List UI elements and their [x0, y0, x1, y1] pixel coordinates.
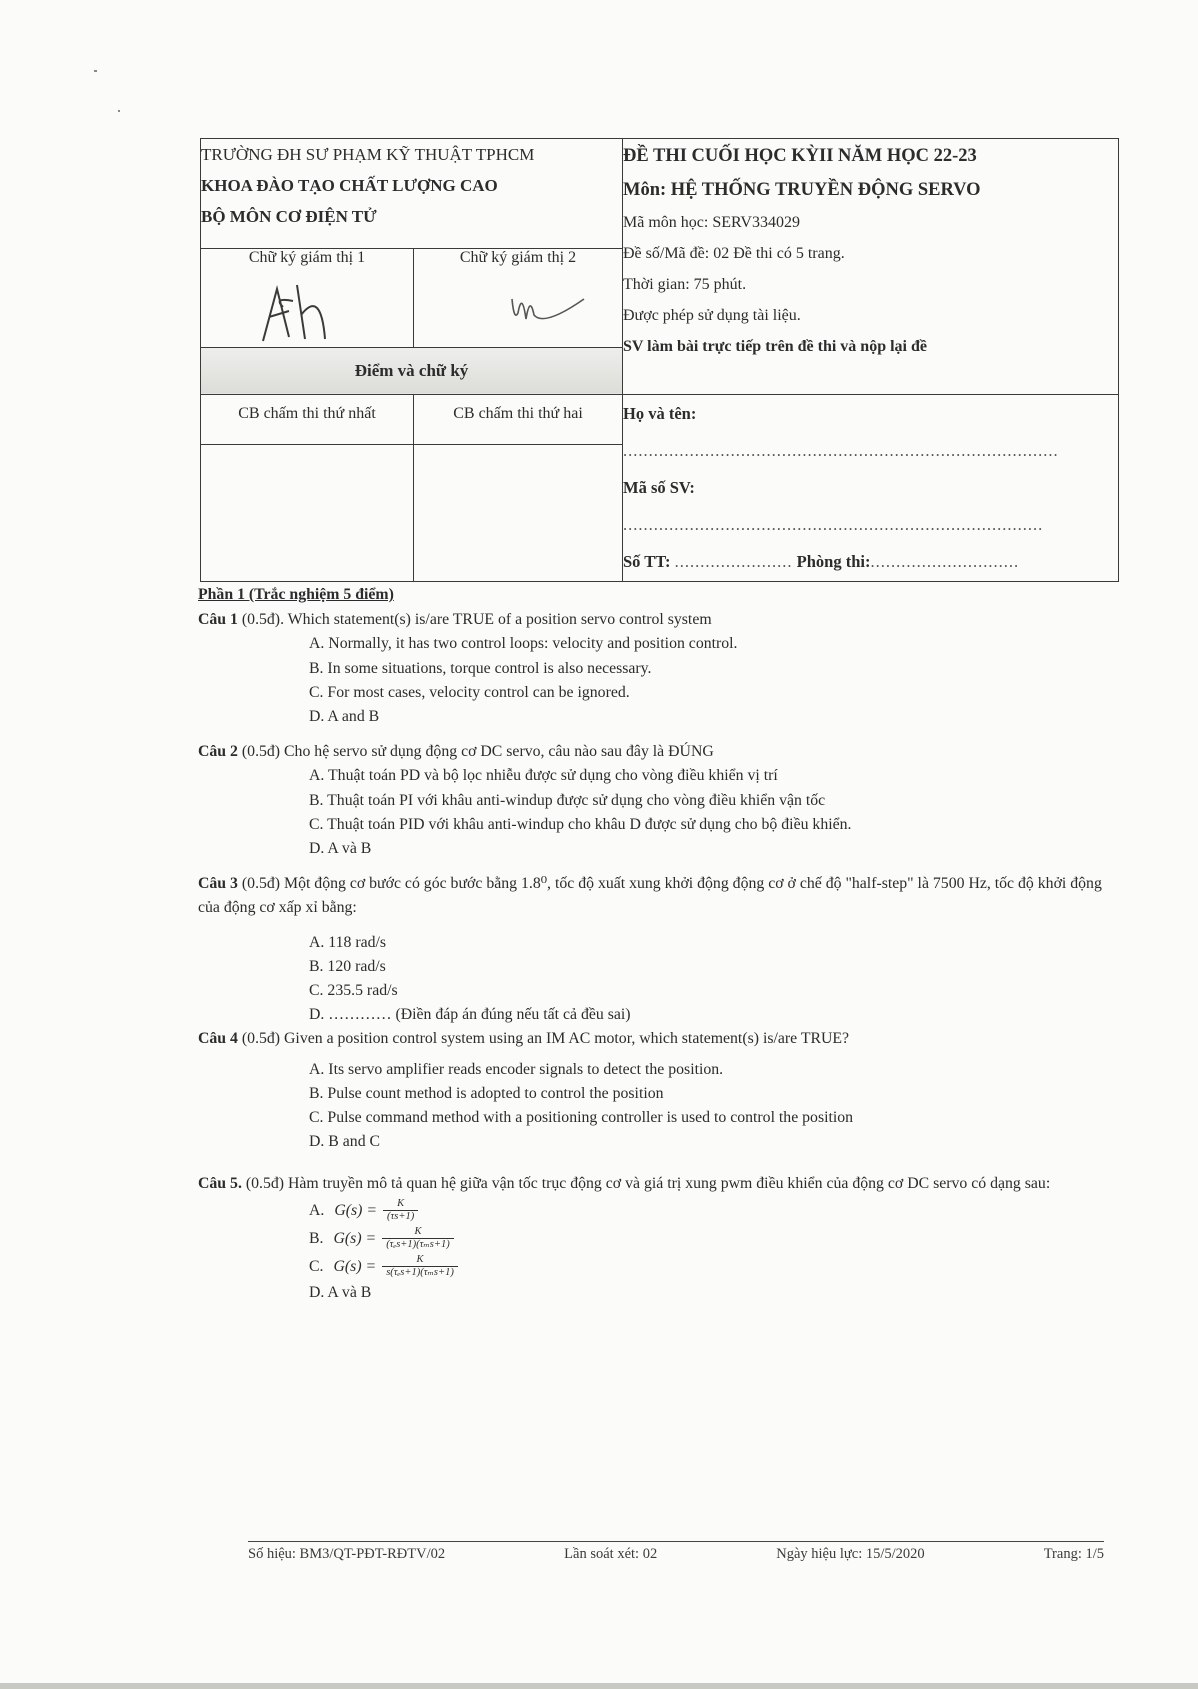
proctor2-cell: [414, 249, 623, 347]
exam-title: ĐỀ THI CUỐI HỌC KỲII NĂM HỌC 22-23: [623, 146, 977, 166]
question-1: Câu 1 (0.5đ). Which statement(s) is/are TRUE of a position servo control system A. Normally, it has two control loops: velocity and position control. B. In some situations, torque control is also necessary. C. For most cases, velocity control can be ignored. D. A and B: [198, 608, 1118, 729]
section-title: Phần 1 (Trắc nghiệm 5 điểm): [198, 586, 394, 603]
option-2d[interactable]: D. A và B: [309, 840, 372, 858]
materials-note: Được phép sử dụng tài liệu.: [623, 307, 801, 324]
proctor1-cell: [201, 249, 414, 347]
option-1a[interactable]: A. Normally, it has two control loops: velocity and position control.: [309, 635, 738, 653]
proctor1-signature: [201, 249, 414, 347]
student-info: [623, 395, 1119, 582]
page-footer: [248, 1541, 1104, 1563]
option-3a[interactable]: A. 118 rad/s: [309, 933, 387, 951]
grader2-label: CB chấm thi thứ hai: [414, 395, 623, 445]
subject-title: Môn: HỆ THỐNG TRUYỀN ĐỘNG SERVO: [623, 180, 981, 200]
option-1c[interactable]: C. For most cases, velocity control can be ignored.: [309, 683, 630, 701]
grader1-label: CB chấm thi thứ nhất: [201, 395, 414, 445]
option-4d[interactable]: D. B and C: [309, 1133, 381, 1151]
name-line[interactable]: Họ và tên: .....................................................................................: [623, 404, 1059, 461]
option-5b[interactable]: B. G(s) = $\frac{K}{\text{(τₑs+1)(τₘs+1)}}$: [309, 1225, 1118, 1253]
option-3b[interactable]: B. 120 rad/s: [309, 957, 386, 975]
effective-date: Ngày hiệu lực: 15/5/2020: [776, 1546, 925, 1562]
exam-duration: Thời gian: 75 phút.: [623, 276, 747, 293]
question-5: Câu 5. (0.5đ) Hàm truyền mô tả quan hệ giữa vận tốc trục động cơ và giá trị xung pwm điều khiển của động cơ DC servo có dạng sau: A. G(s) = $\frac{K}{(\tau s+1)}$ B. G(s) = $\frac{K}{\text{(τₑs+1)(τₘs+1)}}$ C. G(s) = $\frac{K}{\text{s(τₑs+1)(τₘs+1)}}$ D. A và B: [198, 1172, 1118, 1304]
department-name: BỘ MÔN CƠ ĐIỆN TỬ: [201, 207, 377, 226]
proctor2-signature: [414, 249, 623, 347]
subject-code: Mã môn học: SERV334029: [623, 214, 800, 231]
revision: Lần soát xét: 02: [564, 1546, 658, 1562]
transfer-function-a: $\frac{K}{(\tau s+1)}$: [383, 1198, 418, 1223]
scan-speck: [94, 70, 97, 72]
question-4: Câu 4 (0.5đ) Given a position control system using an IM AC motor, which statement(s) is/are TRUE? A. Its servo amplifier reads encoder signals to detect the position. B. Pulse count method is adopted to control the position C. Pulse command method with a positioning controller is used to control the position D. B and C: [198, 1027, 1118, 1154]
instruction-note: SV làm bài trực tiếp trên đề thi và nộp lại đề: [623, 338, 927, 355]
exam-code: Đề số/Mã đề: 02 Đề thi có 5 trang.: [623, 245, 845, 262]
option-2c[interactable]: C. Thuật toán PID với khâu anti-windup cho khâu D được sử dụng cho bộ điều khiển.: [309, 815, 852, 833]
grade-signature-heading: Điểm và chữ ký: [201, 347, 623, 394]
school-info: [201, 139, 623, 249]
student-id-line[interactable]: Mã số SV: ..................................................................................: [623, 478, 1044, 535]
question-2: Câu 2 (0.5đ) Cho hệ servo sử dụng động cơ DC servo, câu nào sau đây là ĐÚNG A. Thuật toán PD và bộ lọc nhiễu được sử dụng cho vòng điều khiển vị trí B. Thuật toán PI với khâu anti-windup được sử dụng cho vòng điều khiển vận tốc C. Thuật toán PID với khâu anti-windup cho khâu D được sử dụng cho bộ điều khiển. D. A và B: [198, 740, 1118, 861]
option-4c[interactable]: C. Pulse command method with a positioning controller is used to control the position: [309, 1109, 854, 1127]
faculty-name: KHOA ĐÀO TẠO CHẤT LƯỢNG CAO: [201, 176, 498, 195]
option-1d[interactable]: D. A and B: [309, 708, 380, 726]
questions-section: [198, 583, 1118, 1305]
proctor2-label: Chữ ký giám thị 2: [459, 249, 577, 267]
option-2b[interactable]: B. Thuật toán PI với khâu anti-windup được sử dụng cho vòng điều khiển vận tốc: [309, 791, 826, 809]
option-5c[interactable]: C. G(s) = $\frac{K}{\text{s(τₑs+1)(τₘs+1)}}$: [309, 1253, 1118, 1281]
exam-header-table: [200, 138, 1119, 582]
document-number: Số hiệu: BM3/QT-PĐT-RĐTV/02: [248, 1546, 446, 1562]
option-3c[interactable]: C. 235.5 rad/s: [309, 982, 398, 1000]
option-4a[interactable]: A. Its servo amplifier reads encoder signals to detect the position.: [309, 1060, 724, 1078]
proctor1-label: Chữ ký giám thị 1: [248, 249, 366, 267]
grader1-signature-box[interactable]: [201, 445, 414, 582]
option-1b[interactable]: B. In some situations, torque control is also necessary.: [309, 659, 652, 677]
question-3: Câu 3 (0.5đ) Một động cơ bước có góc bước bằng 1.8⁰, tốc độ xuất xung khởi động động cơ ở chế độ "half-step" là 7500 Hz, tốc độ khởi động của động cơ xấp xỉ bằng: A. 118 rad/s B. 120 rad/s C. 235.5 rad/s D. ………… (Điền đáp án đúng nếu tất cả đều sai): [198, 872, 1118, 1027]
school-name: TRƯỜNG ĐH SƯ PHẠM KỸ THUẬT TPHCM: [201, 145, 535, 164]
page-number: Trang: 1/5: [1043, 1546, 1104, 1562]
option-2a[interactable]: A. Thuật toán PD và bộ lọc nhiễu được sử dụng cho vòng điều khiển vị trí: [309, 767, 778, 785]
transfer-function-c: $\frac{K}{\text{s(τₑs+1)(τₘs+1)}}$: [382, 1254, 458, 1279]
option-5a[interactable]: A. G(s) = $\frac{K}{(\tau s+1)}$: [309, 1197, 1118, 1225]
exam-info: [623, 139, 1119, 395]
number-room-line[interactable]: Số TT: ....................... Phòng thi:.............................: [623, 552, 1020, 572]
option-4b[interactable]: B. Pulse count method is adopted to control the position: [309, 1084, 664, 1102]
transfer-function-b: $\frac{K}{\text{(τₑs+1)(τₘs+1)}}$: [382, 1226, 454, 1251]
option-5d[interactable]: D. A và B: [309, 1283, 372, 1301]
option-3d[interactable]: D. ………… (Điền đáp án đúng nếu tất cả đều sai): [309, 1006, 631, 1024]
scan-speck: [118, 110, 120, 112]
grader2-signature-box[interactable]: [414, 445, 623, 582]
scan-edge: [0, 1683, 1198, 1689]
